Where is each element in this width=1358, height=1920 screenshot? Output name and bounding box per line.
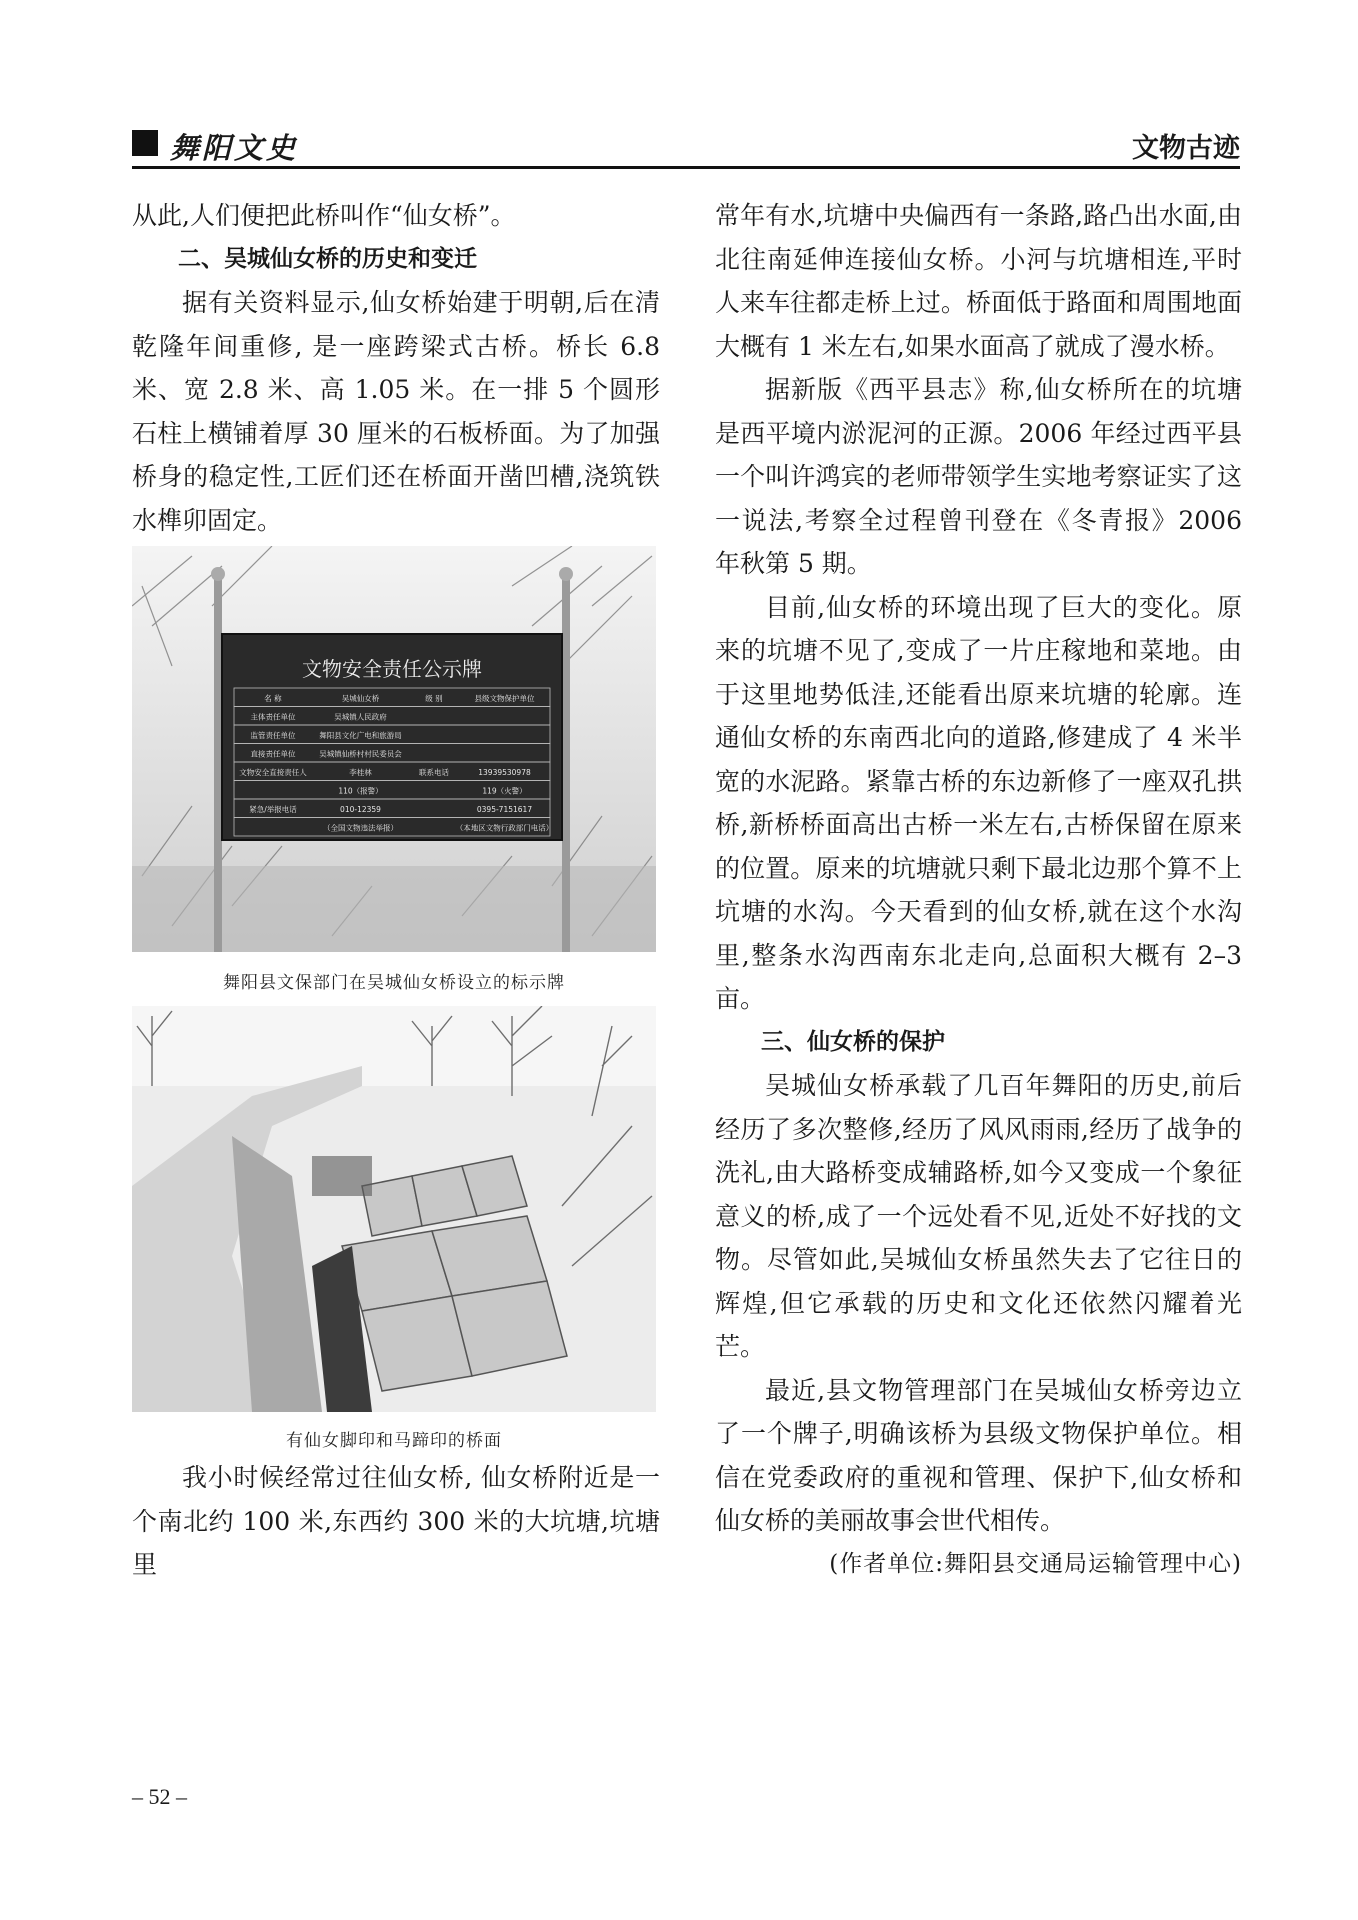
paragraph: 从此,人们便把此桥叫作“仙女桥”。	[132, 201, 516, 230]
sign-table-cell: 0395-7151617	[476, 804, 533, 814]
sign-photo-illustration	[132, 546, 656, 952]
left-column-bottom	[132, 1456, 660, 1587]
sign-table-cell: 吴城镇仙桥村村民委员会	[319, 749, 402, 759]
paragraph: 据新版《西平县志》称,仙女桥所在的坑塘是西平境内淤泥河的正源。2006 年经过西平县一个叫许鸿宾的老师带领学生实地考察证实了这一说法,考察全过程曾刊登在《冬青报》2006 年秋第 5 期。	[715, 375, 1242, 578]
running-header	[132, 128, 1240, 165]
sign-table-cell: 110（报警）	[338, 786, 383, 796]
paragraph: 常年有水,坑塘中央偏西有一条路,路凸出水面,由北往南延伸连接仙女桥。小河与坑塘相连,平时人来车往都走桥上过。桥面低于路面和周围地面大概有 1 米左右,如果水面高了就成了漫水桥。	[715, 201, 1242, 361]
header-rule	[132, 166, 1240, 169]
author-credit: (作者单位:舞阳县交通局运输管理中心)	[829, 1550, 1242, 1577]
sign-title: 文物安全责任公示牌	[302, 657, 482, 681]
sign-table-cell: 县级文物保护单位	[474, 693, 535, 703]
sign-table-cell: 级 别	[425, 693, 443, 703]
bridge-photo-illustration	[132, 1006, 656, 1412]
sign-table-cell: （本地区文物行政部门电话）	[455, 823, 554, 833]
sign-table-cell: 119（火警）	[482, 786, 527, 796]
left-column-top	[132, 194, 660, 542]
section-title: 文物古迹	[1132, 133, 1240, 164]
sign-table-cell: 李桂林	[349, 767, 372, 777]
sign-table-cell: （全国文物违法举报）	[323, 823, 398, 833]
photo-bridge-deck	[132, 1006, 656, 1412]
sign-table-cell: 010-12359	[340, 804, 381, 814]
page-number: – 52 –	[132, 1784, 187, 1809]
sign-table-cell: 文物安全直接责任人	[239, 767, 307, 777]
sign-table-cell: 13939530978	[478, 767, 531, 777]
paragraph: 目前,仙女桥的环境出现了巨大的变化。原来的坑塘不见了,变成了一片庄稼地和菜地。由于这里地势低洼,还能看出原来坑塘的轮廓。连通仙女桥的东南西北向的道路,修建成了 4 米半宽的水泥路。紧靠古桥的东边新修了一座双孔拱桥,新桥桥面高出古桥一米左右,古桥保留在原来的位置。原来的坑塘就只剩下最北边那个算不上坑塘的水沟。今天看到的仙女桥,就在这个水沟里,整条水沟西南东北走向,总面积大概有 2–3 亩。	[715, 592, 1242, 1013]
paragraph: 据有关资料显示,仙女桥始建于明朝,后在清乾隆年间重修, 是一座跨梁式古桥。桥长 6.8 米、宽 2.8 米、高 1.05 米。在一排 5 个圆形石柱上横铺着厚 30 厘米的石板桥面。为了加强桥身的稳定性,工匠们还在桥面开凿凹槽,浇筑铁水榫卯固定。	[132, 288, 660, 535]
sign-table-cell: 吴城仙女桥	[341, 693, 380, 703]
photo-sign	[132, 546, 656, 952]
journal-title: 舞阳文史	[170, 131, 299, 165]
sign-table-cell: 直接责任单位	[250, 749, 296, 759]
header-square-icon	[132, 130, 158, 156]
figure-caption: 有仙女脚印和马蹄印的桥面	[286, 1431, 502, 1451]
sign-table-cell: 舞阳县文化广电和旅游局	[319, 730, 402, 740]
sign-table-cell: 主体责任单位	[250, 712, 296, 722]
paragraph: 吴城仙女桥承载了几百年舞阳的历史,前后经历了多次整修,经历了风风雨雨,经历了战争的洗礼,由大路桥变成辅路桥,如今又变成一个象征意义的桥,成了一个远处看不见,近处不好找的文物。尽管如此,吴城仙女桥虽然失去了它往日的辉煌,但它承载的历史和文化还依然闪耀着光芒。	[715, 1071, 1242, 1361]
sign-table-cell: 名 称	[264, 693, 282, 703]
sign-table-cell: 紧急/举报电话	[249, 804, 297, 814]
figure-caption: 舞阳县文保部门在吴城仙女桥设立的标示牌	[223, 973, 565, 993]
sign-table-cell: 吴城镇人民政府	[334, 712, 387, 722]
paragraph: 最近,县文物管理部门在吴城仙女桥旁边立了一个牌子,明确该桥为县级文物保护单位。相信在党委政府的重视和管理、保护下,仙女桥和仙女桥的美丽故事会世代相传。	[715, 1375, 1242, 1535]
right-column	[715, 194, 1242, 1586]
section-heading: 二、吴城仙女桥的历史和变迁	[178, 245, 477, 272]
section-heading: 三、仙女桥的保护	[761, 1028, 945, 1055]
sign-table-cell: 联系电话	[419, 767, 449, 777]
paragraph: 我小时候经常过往仙女桥, 仙女桥附近是一个南北约 100 米,东西约 300 米的大坑塘,坑塘里	[132, 1463, 660, 1579]
sign-table-cell: 监管责任单位	[250, 730, 296, 740]
